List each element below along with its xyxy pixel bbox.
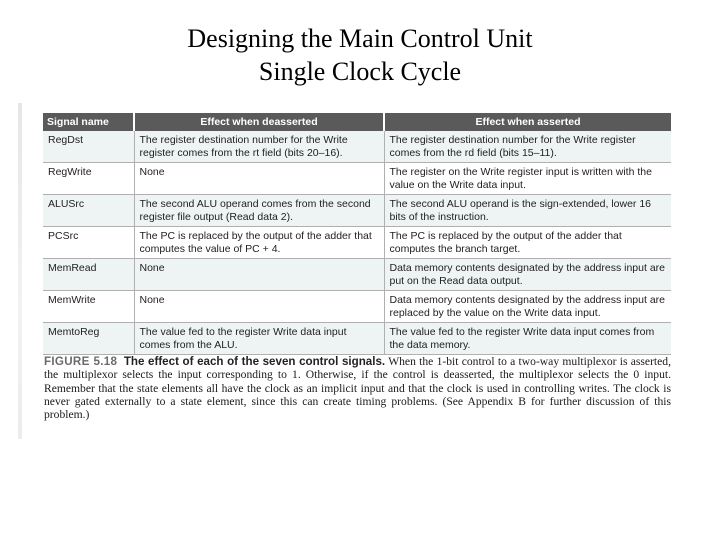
header-effect-asserted: Effect when asserted	[384, 113, 671, 131]
table-row	[43, 195, 671, 227]
table-row	[43, 227, 671, 259]
deasserted-cell: The register destination number for the Write register comes from the rt field (bits 20–16).	[134, 131, 384, 163]
slide-title-line1: Designing the Main Control Unit	[187, 24, 533, 53]
asserted-cell: The PC is replaced by the output of the adder that computes the branch target.	[384, 227, 671, 259]
table-header-row	[43, 113, 671, 131]
slide-title-line2: Single Clock Cycle	[258, 57, 462, 86]
table-row	[43, 291, 671, 323]
scan-edge-strip	[18, 103, 22, 439]
figure-caption-text: When the 1-bit control to a two-way multiplexor is asserted, the multiplexor selects the input corresponding to 1. Otherwise, if the control is deasserted, the multiplexor selects the 0 input. Remember that the state elements all have the clock as an implicit input and that the clock is used in controlling writes. The clock is never gated externally to a state element, since this can create timing problems. (See Appendix B for further discussion of this problem.)	[44, 355, 671, 422]
signal-name-cell: ALUSrc	[43, 195, 134, 227]
table-row	[43, 259, 671, 291]
deasserted-cell: The PC is replaced by the output of the adder that computes the value of PC + 4.	[134, 227, 384, 259]
control-signals-table	[43, 113, 671, 355]
asserted-cell: Data memory contents designated by the address input are replaced by the value on the Write data input.	[384, 291, 671, 323]
asserted-cell: The value fed to the register Write data input comes from the data memory.	[384, 323, 671, 355]
deasserted-cell: None	[134, 259, 384, 291]
table-row	[43, 131, 671, 163]
header-effect-deasserted: Effect when deasserted	[134, 113, 384, 131]
slide-title	[0, 22, 720, 88]
asserted-cell: The second ALU operand is the sign-extended, lower 16 bits of the instruction.	[384, 195, 671, 227]
asserted-cell: Data memory contents designated by the address input are put on the Read data output.	[384, 259, 671, 291]
signal-name-cell: MemRead	[43, 259, 134, 291]
figure-caption	[44, 355, 671, 421]
asserted-cell: The register on the Write register input is written with the value on the Write data input.	[384, 163, 671, 195]
signal-name-cell: MemWrite	[43, 291, 134, 323]
signal-name-cell: PCSrc	[43, 227, 134, 259]
table-row	[43, 163, 671, 195]
signal-name-cell: MemtoReg	[43, 323, 134, 355]
header-signal-name: Signal name	[43, 113, 134, 131]
signal-name-cell: RegWrite	[43, 163, 134, 195]
signal-name-cell: RegDst	[43, 131, 134, 163]
table-row	[43, 323, 671, 355]
asserted-cell: The register destination number for the Write register comes from the rd field (bits 15–11).	[384, 131, 671, 163]
deasserted-cell: None	[134, 163, 384, 195]
figure-label: FIGURE 5.18	[44, 355, 118, 368]
deasserted-cell: None	[134, 291, 384, 323]
deasserted-cell: The second ALU operand comes from the second register file output (Read data 2).	[134, 195, 384, 227]
figure-title: The effect of each of the seven control signals.	[123, 355, 386, 368]
deasserted-cell: The value fed to the register Write data input comes from the ALU.	[134, 323, 384, 355]
